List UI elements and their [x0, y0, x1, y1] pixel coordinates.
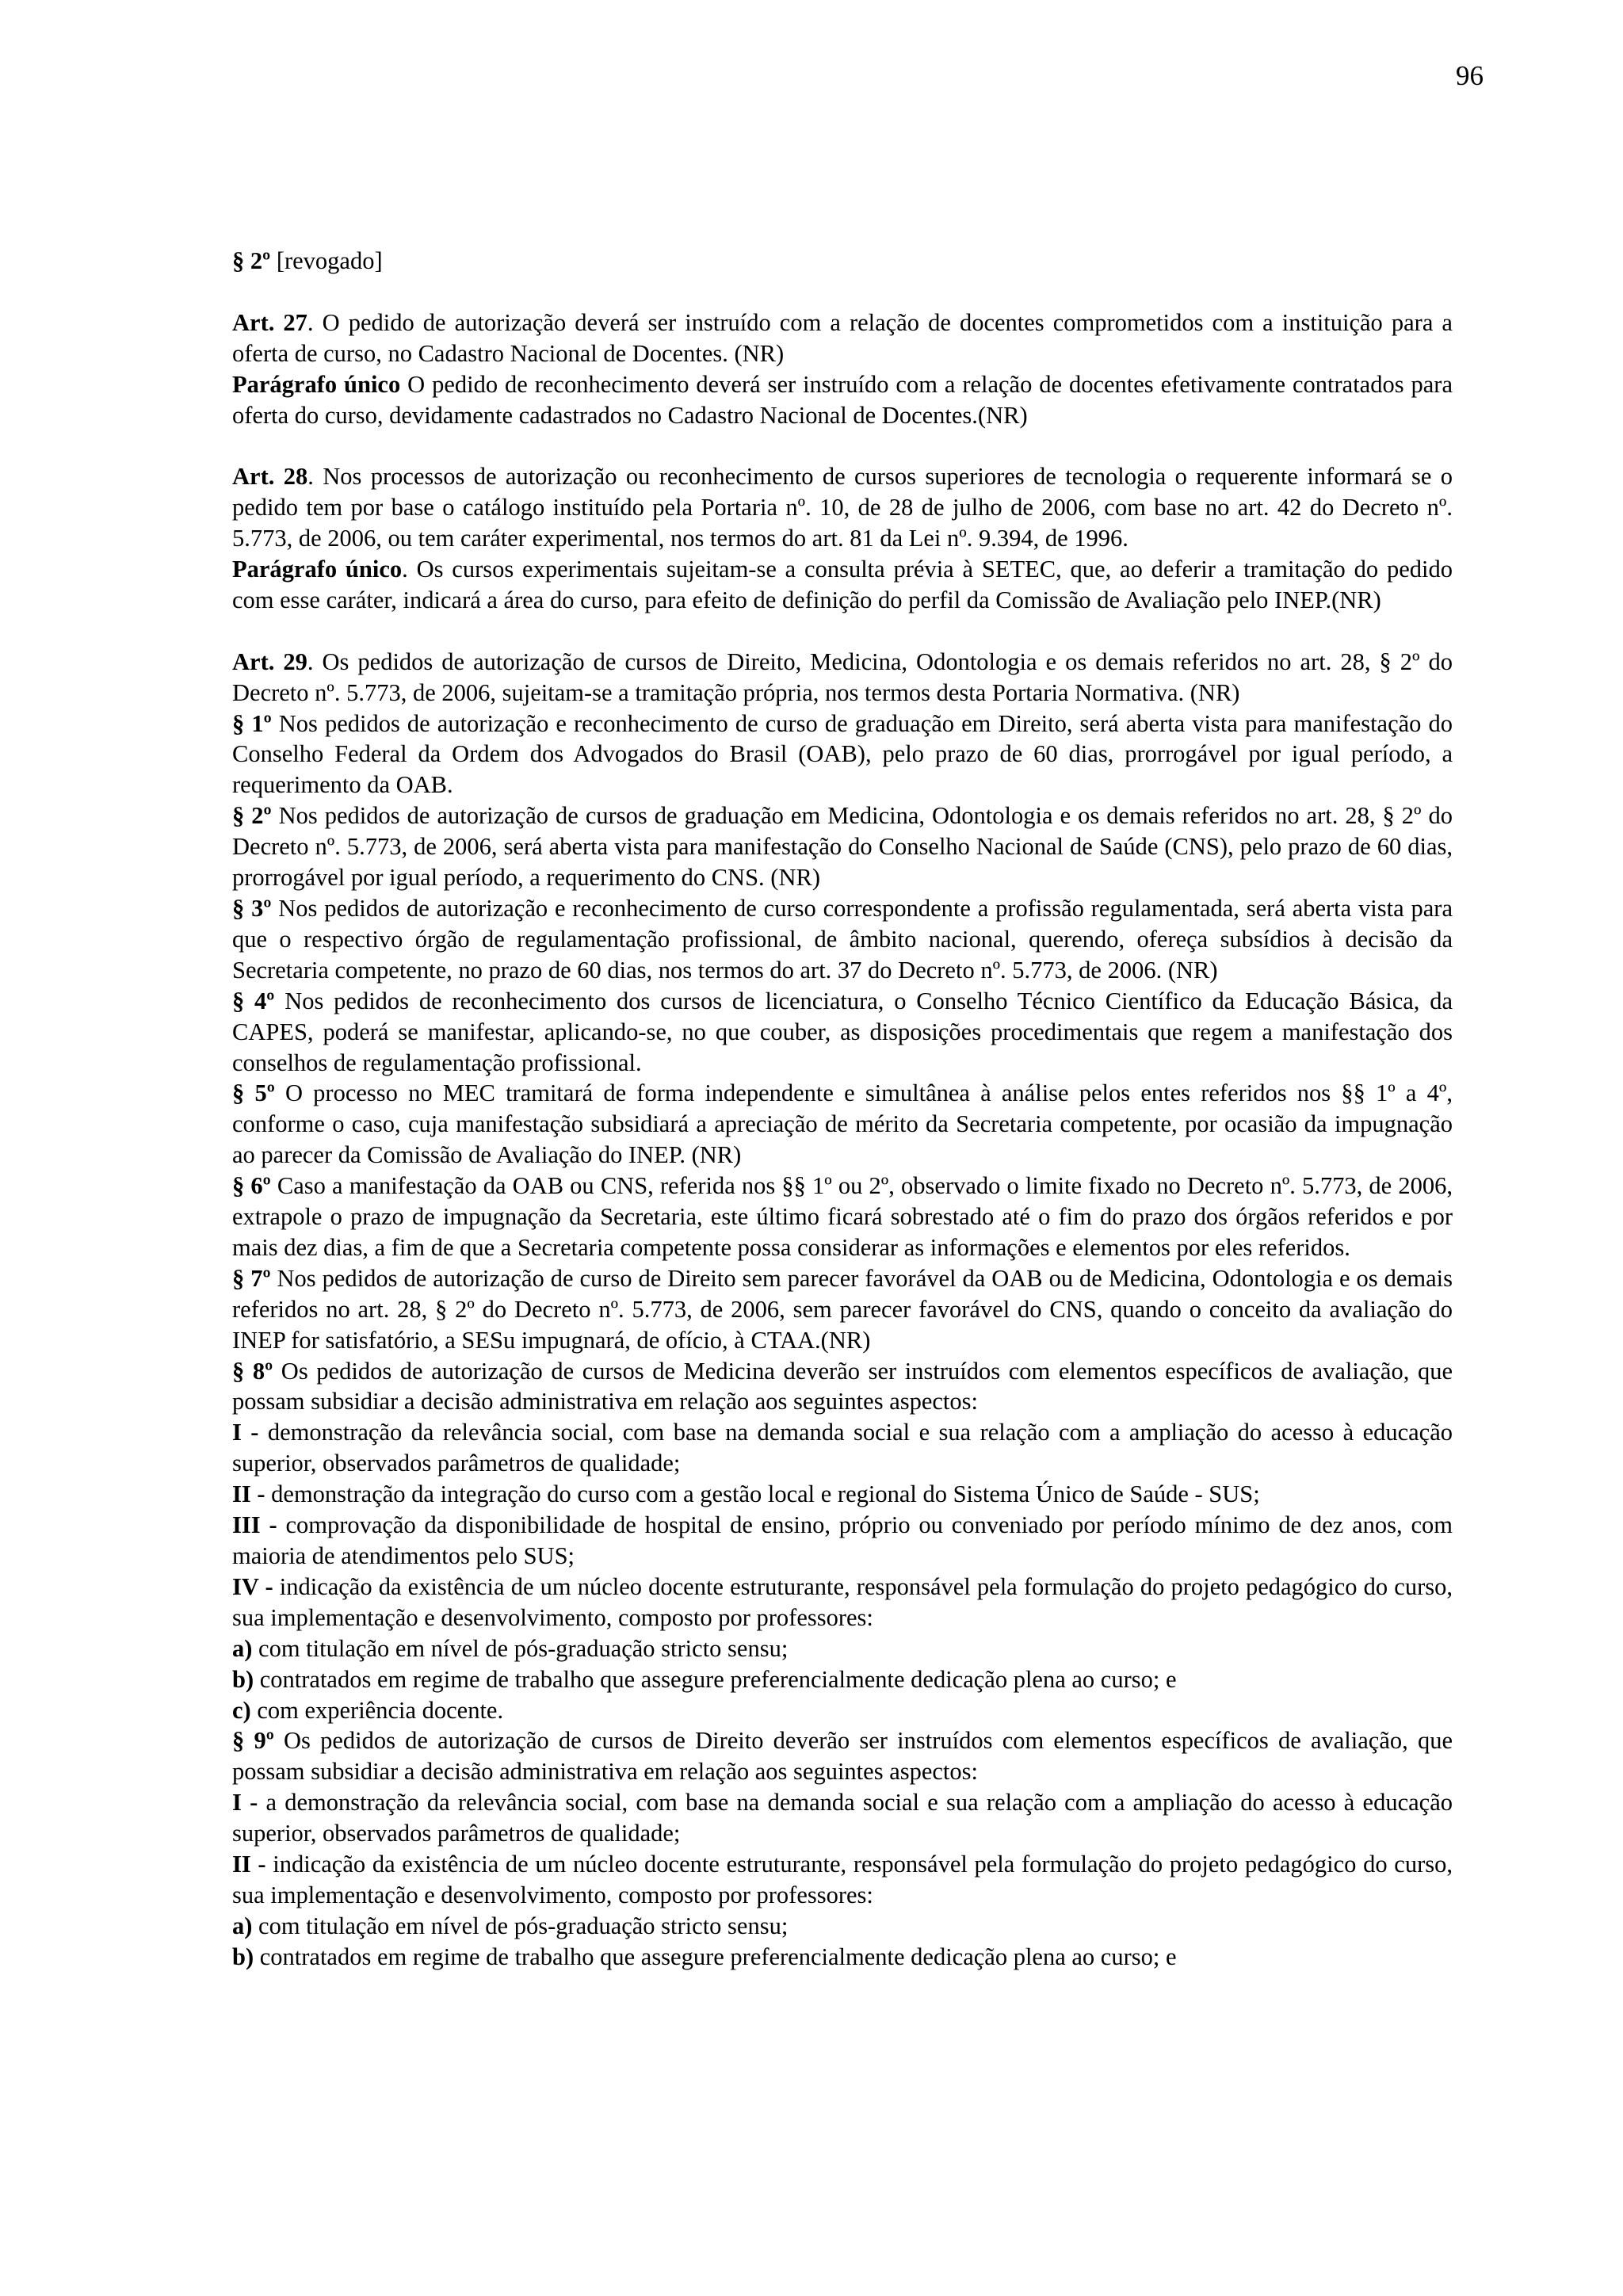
- paragraph-text: . O pedido de autorização deverá ser instruído com a relação de docentes comprometidos com a instituição para a oferta de curso, no Cadastro Nacional de Docentes. (NR): [232, 308, 1453, 367]
- paragraph-lead: § 1º: [232, 709, 272, 737]
- paragraph-text: [revogado]: [270, 247, 383, 274]
- paragraph: [232, 554, 1453, 616]
- paragraph: [232, 1911, 1453, 1942]
- paragraph-lead: I -: [232, 1789, 258, 1817]
- paragraph-text: com titulação em nível de pós-graduação stricto sensu;: [252, 1634, 789, 1662]
- paragraph: [232, 369, 1453, 431]
- paragraph-lead: § 7º: [232, 1264, 271, 1292]
- paragraph: [232, 709, 1453, 801]
- paragraph: [232, 1479, 1453, 1510]
- document-body: [232, 246, 1453, 1973]
- paragraph-lead: § 5º: [232, 1079, 275, 1107]
- paragraph-lead: b): [232, 1943, 254, 1970]
- paragraph-gap: [232, 430, 1453, 461]
- paragraph-lead: a): [232, 1634, 253, 1662]
- paragraph: [232, 800, 1453, 893]
- paragraph-text: O pedido de reconhecimento deverá ser instruído com a relação de docentes efetivamente contratados para oferta do curso, devidamente cadastrados no Cadastro Nacional de Docentes.(NR): [232, 370, 1453, 429]
- paragraph-lead: a): [232, 1912, 253, 1939]
- paragraph-lead: III -: [232, 1511, 277, 1539]
- paragraph-text: indicação da existência de um núcleo docente estruturante, responsável pela formulação do projeto pedagógico do curso, sua implementação e desenvolvimento, composto por professores:: [232, 1572, 1453, 1631]
- paragraph: [232, 893, 1453, 986]
- paragraph-lead: § 2º: [232, 247, 271, 274]
- paragraph-lead: § 2º: [232, 802, 272, 830]
- paragraph-text: . Os pedidos de autorização de cursos de Direito, Medicina, Odontologia e os demais referidos no art. 28, § 2º do Decreto nº. 5.773, de 2006, sujeitam-se a tramitação própria, nos termos desta Portaria Normativa. (NR): [232, 648, 1453, 706]
- paragraph-text: indicação da existência de um núcleo docente estruturante, responsável pela formulação do projeto pedagógico do curso, sua implementação e desenvolvimento, composto por professores:: [232, 1851, 1453, 1908]
- paragraph: [232, 461, 1453, 554]
- paragraph-gap: [232, 616, 1453, 647]
- paragraph-lead: II -: [232, 1851, 266, 1878]
- paragraph-lead: IV -: [232, 1572, 273, 1600]
- paragraph-text: Os pedidos de autorização de cursos de Direito deverão ser instruídos com elementos específicos de avaliação, que possam subsidiar a decisão administrativa em relação aos seguintes aspectos:: [232, 1727, 1453, 1786]
- paragraph-text: Nos pedidos de autorização e reconhecimento de curso de graduação em Direito, será aberta vista para manifestação do Conselho Federal da Ordem dos Advogados do Brasil (OAB), pelo prazo de 60 dias, prorrogável por igual período, a requerimento da OAB.: [232, 709, 1453, 799]
- paragraph-lead: Art. 28: [232, 463, 308, 491]
- paragraph-lead: § 4º: [232, 987, 275, 1014]
- paragraph: [232, 647, 1453, 709]
- paragraph-lead: § 8º: [232, 1357, 273, 1385]
- paragraph: [232, 1787, 1453, 1849]
- paragraph: [232, 1510, 1453, 1572]
- paragraph: [232, 1572, 1453, 1633]
- paragraph-text: Os pedidos de autorização de cursos de Medicina deverão ser instruídos com elementos específicos de avaliação, que possam subsidiar a decisão administrativa em relação aos seguintes aspectos:: [232, 1357, 1453, 1415]
- paragraph-lead: § 3º: [232, 894, 272, 922]
- paragraph: [232, 1664, 1453, 1695]
- paragraph: [232, 308, 1453, 369]
- paragraph: [232, 1417, 1453, 1479]
- paragraph-lead: II -: [232, 1480, 265, 1508]
- paragraph-text: com experiência docente.: [250, 1696, 504, 1724]
- paragraph-lead: b): [232, 1665, 254, 1693]
- paragraph-gap: [232, 277, 1453, 308]
- paragraph: [232, 1078, 1453, 1171]
- paragraph-lead: Parágrafo único: [232, 370, 401, 398]
- paragraph-text: Nos pedidos de autorização de curso de Direito sem parecer favorável da OAB ou de Medicina, Odontologia e os demais referidos no art. 28, § 2º do Decreto nº. 5.773, de 2006, sem parecer favorável do CNS, quando o conceito da avaliação do INEP for satisfatório, a SESu impugnará, de ofício, à CTAA.(NR): [232, 1264, 1453, 1354]
- paragraph-text: contratados em regime de trabalho que assegure preferencialmente dedicação plena ao curso; e: [254, 1665, 1177, 1693]
- paragraph: [232, 1633, 1453, 1664]
- paragraph-lead: Art. 29: [232, 648, 307, 675]
- paragraph: [232, 1356, 1453, 1418]
- page-number: 96: [1456, 60, 1484, 91]
- paragraph-text: contratados em regime de trabalho que assegure preferencialmente dedicação plena ao curso; e: [254, 1943, 1177, 1970]
- paragraph: [232, 1695, 1453, 1726]
- paragraph-text: demonstração da relevância social, com base na demanda social e sua relação com a ampliação do acesso à educação superior, observados parâmetros de qualidade;: [232, 1419, 1453, 1477]
- paragraph-lead: § 9º: [232, 1727, 274, 1755]
- paragraph-text: Nos pedidos de autorização de cursos de graduação em Medicina, Odontologia e os demais referidos no art. 28, § 2º do Decreto nº. 5.773, de 2006, será aberta vista para manifestação do Conselho Nacional de Saúde (CNS), pelo prazo de 60 dias, prorrogável por igual período, a requerimento do CNS. (NR): [232, 802, 1453, 892]
- paragraph-lead: I -: [232, 1419, 259, 1446]
- paragraph: [232, 1263, 1453, 1356]
- paragraph-text: . Os cursos experimentais sujeitam-se a consulta prévia à SETEC, que, ao deferir a tramitação do pedido com esse caráter, indicará a área do curso, para efeito de definição do perfil da Comissão de Avaliação pelo INEP.(NR): [232, 556, 1453, 613]
- paragraph-lead: Parágrafo único: [232, 556, 403, 583]
- paragraph: [232, 1849, 1453, 1911]
- paragraph-text: Nos pedidos de autorização e reconhecimento de curso correspondente a profissão regulamentada, será aberta vista para que o respectivo órgão de regulamentação profissional, de âmbito nacional, querendo, ofereça subsídios à decisão da Secretaria competente, no prazo de 60 dias, nos termos do art. 37 do Decreto nº. 5.773, de 2006. (NR): [232, 894, 1453, 984]
- paragraph-text: . Nos processos de autorização ou reconhecimento de cursos superiores de tecnologia o requerente informará se o pedido tem por base o catálogo instituído pela Portaria nº. 10, de 28 de julho de 2006, com base no art. 42 do Decreto nº. 5.773, de 2006, ou tem caráter experimental, nos termos do art. 81 da Lei nº. 9.394, de 1996.: [232, 463, 1453, 552]
- paragraph-text: Nos pedidos de reconhecimento dos cursos de licenciatura, o Conselho Técnico Científico da Educação Básica, da CAPES, poderá se manifestar, aplicando-se, no que couber, as disposições procedimentais que regem a manifestação dos conselhos de regulamentação profissional.: [232, 987, 1453, 1076]
- paragraph-lead: § 6º: [232, 1172, 271, 1200]
- paragraph-text: Caso a manifestação da OAB ou CNS, referida nos §§ 1º ou 2º, observado o limite fixado no Decreto nº. 5.773, de 2006, extrapole o prazo de impugnação da Secretaria, este último ficará sobrestado até o fim do prazo dos órgãos referidos e por mais dez dias, a fim de que a Secretaria competente possa considerar as informações e elementos por eles referidos.: [232, 1172, 1453, 1261]
- paragraph: [232, 986, 1453, 1079]
- paragraph-text: O processo no MEC tramitará de forma independente e simultânea à análise pelos entes referidos nos §§ 1º a 4º, conforme o caso, cuja manifestação subsidiará a apreciação de mérito da Secretaria competente, por ocasião da impugnação ao parecer da Comissão de Avaliação do INEP. (NR): [232, 1079, 1453, 1169]
- paragraph-text: comprovação da disponibilidade de hospital de ensino, próprio ou conveniado por período mínimo de dez anos, com maioria de atendimentos pelo SUS;: [232, 1511, 1453, 1570]
- paragraph: [232, 246, 1453, 277]
- paragraph-lead: Art. 27: [232, 308, 307, 336]
- paragraph: [232, 1171, 1453, 1263]
- paragraph: [232, 1725, 1453, 1787]
- paragraph-text: com titulação em nível de pós-graduação stricto sensu;: [252, 1912, 789, 1939]
- paragraph-text: a demonstração da relevância social, com base na demanda social e sua relação com a ampliação do acesso à educação superior, observados parâmetros de qualidade;: [232, 1789, 1453, 1847]
- paragraph: [232, 1942, 1453, 1973]
- paragraph-text: demonstração da integração do curso com a gestão local e regional do Sistema Único de Saúde - SUS;: [265, 1480, 1260, 1508]
- paragraph-lead: c): [232, 1696, 251, 1724]
